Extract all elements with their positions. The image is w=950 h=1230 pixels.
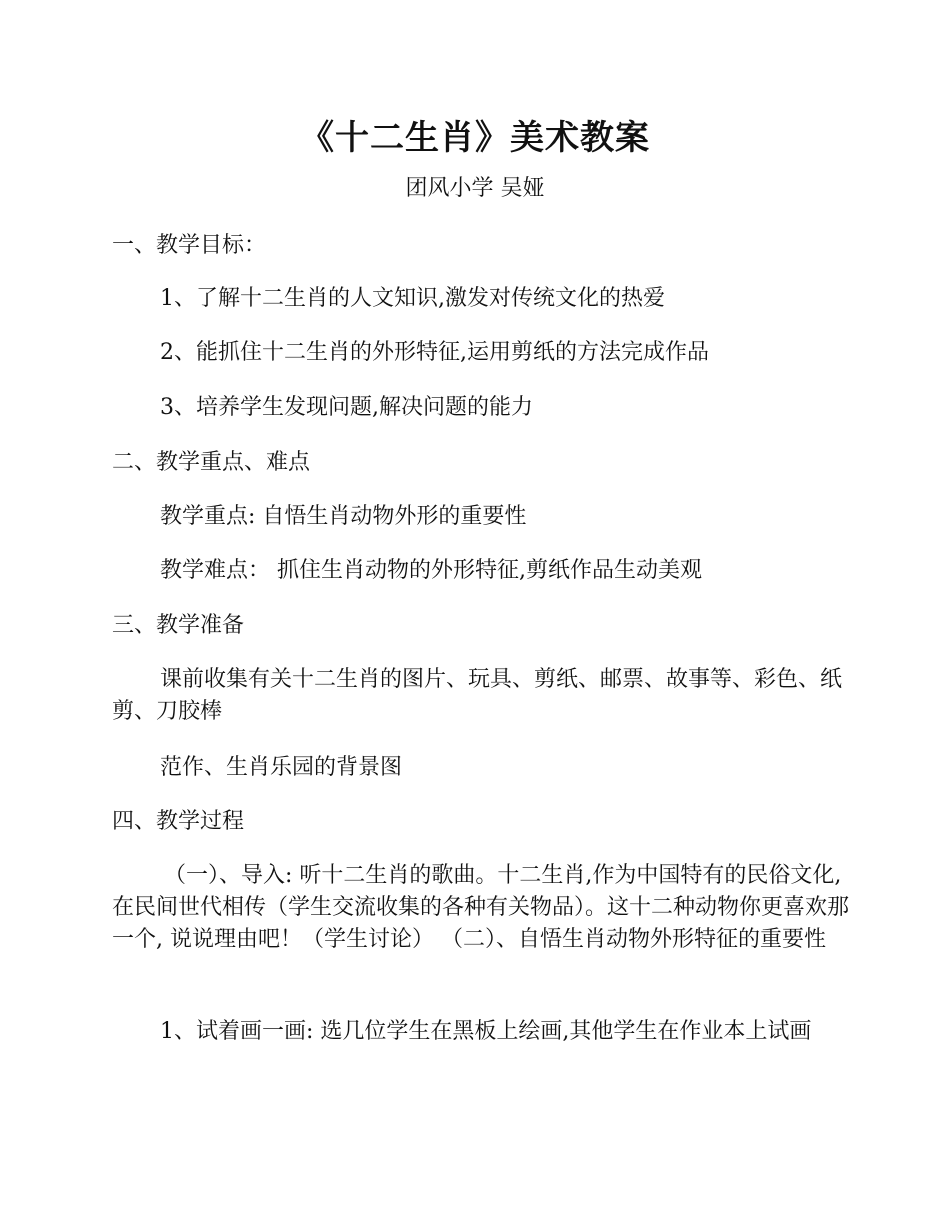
- objective-item-3: 3、培养学生发现问题,解决问题的能力: [160, 395, 533, 420]
- section-heading-objectives: 一、教学目标：: [112, 233, 267, 258]
- document-title: 《十二生肖》美术教案: [300, 118, 650, 158]
- section-heading-process: 四、教学过程: [112, 809, 245, 834]
- objective-item-1: 1、了解十二生肖的人文知识,激发对传统文化的热爱: [160, 286, 665, 311]
- objective-item-2: 2、能抓住十二生肖的外形特征,运用剪纸的方法完成作品: [160, 340, 709, 365]
- section-heading-focus: 二、教学重点、难点: [112, 450, 311, 475]
- process-intro-paragraph: （一）、导入: 听十二生肖的歌曲。十二生肖,作为中国特有的民俗文化,在民间世代相传（学生交流收集的各种有关物品）。这十二种动物你更喜欢那一个, 说说理由吧！（学生讨论） （二）、自悟生肖动物外形特征的重要性: [112, 863, 850, 952]
- section-heading-preparation: 三、教学准备: [112, 613, 245, 638]
- preparation-demo-text: 范作、生肖乐园的背景图: [160, 755, 403, 780]
- preparation-materials-paragraph: 课前收集有关十二生肖的图片、玩具、剪纸、邮票、故事等、彩色、纸剪、刀胶棒: [112, 667, 843, 724]
- process-step1-paragraph: 1、试着画一画: 选几位学生在黑板上绘画,其他学生在作业本上试画: [160, 1019, 812, 1044]
- difficulty-text: 教学难点： 抓住生肖动物的外形特征,剪纸作品生动美观: [160, 558, 702, 583]
- document-author: 团风小学 吴娅: [405, 176, 545, 201]
- key-point-text: 教学重点: 自悟生肖动物外形的重要性: [160, 504, 527, 529]
